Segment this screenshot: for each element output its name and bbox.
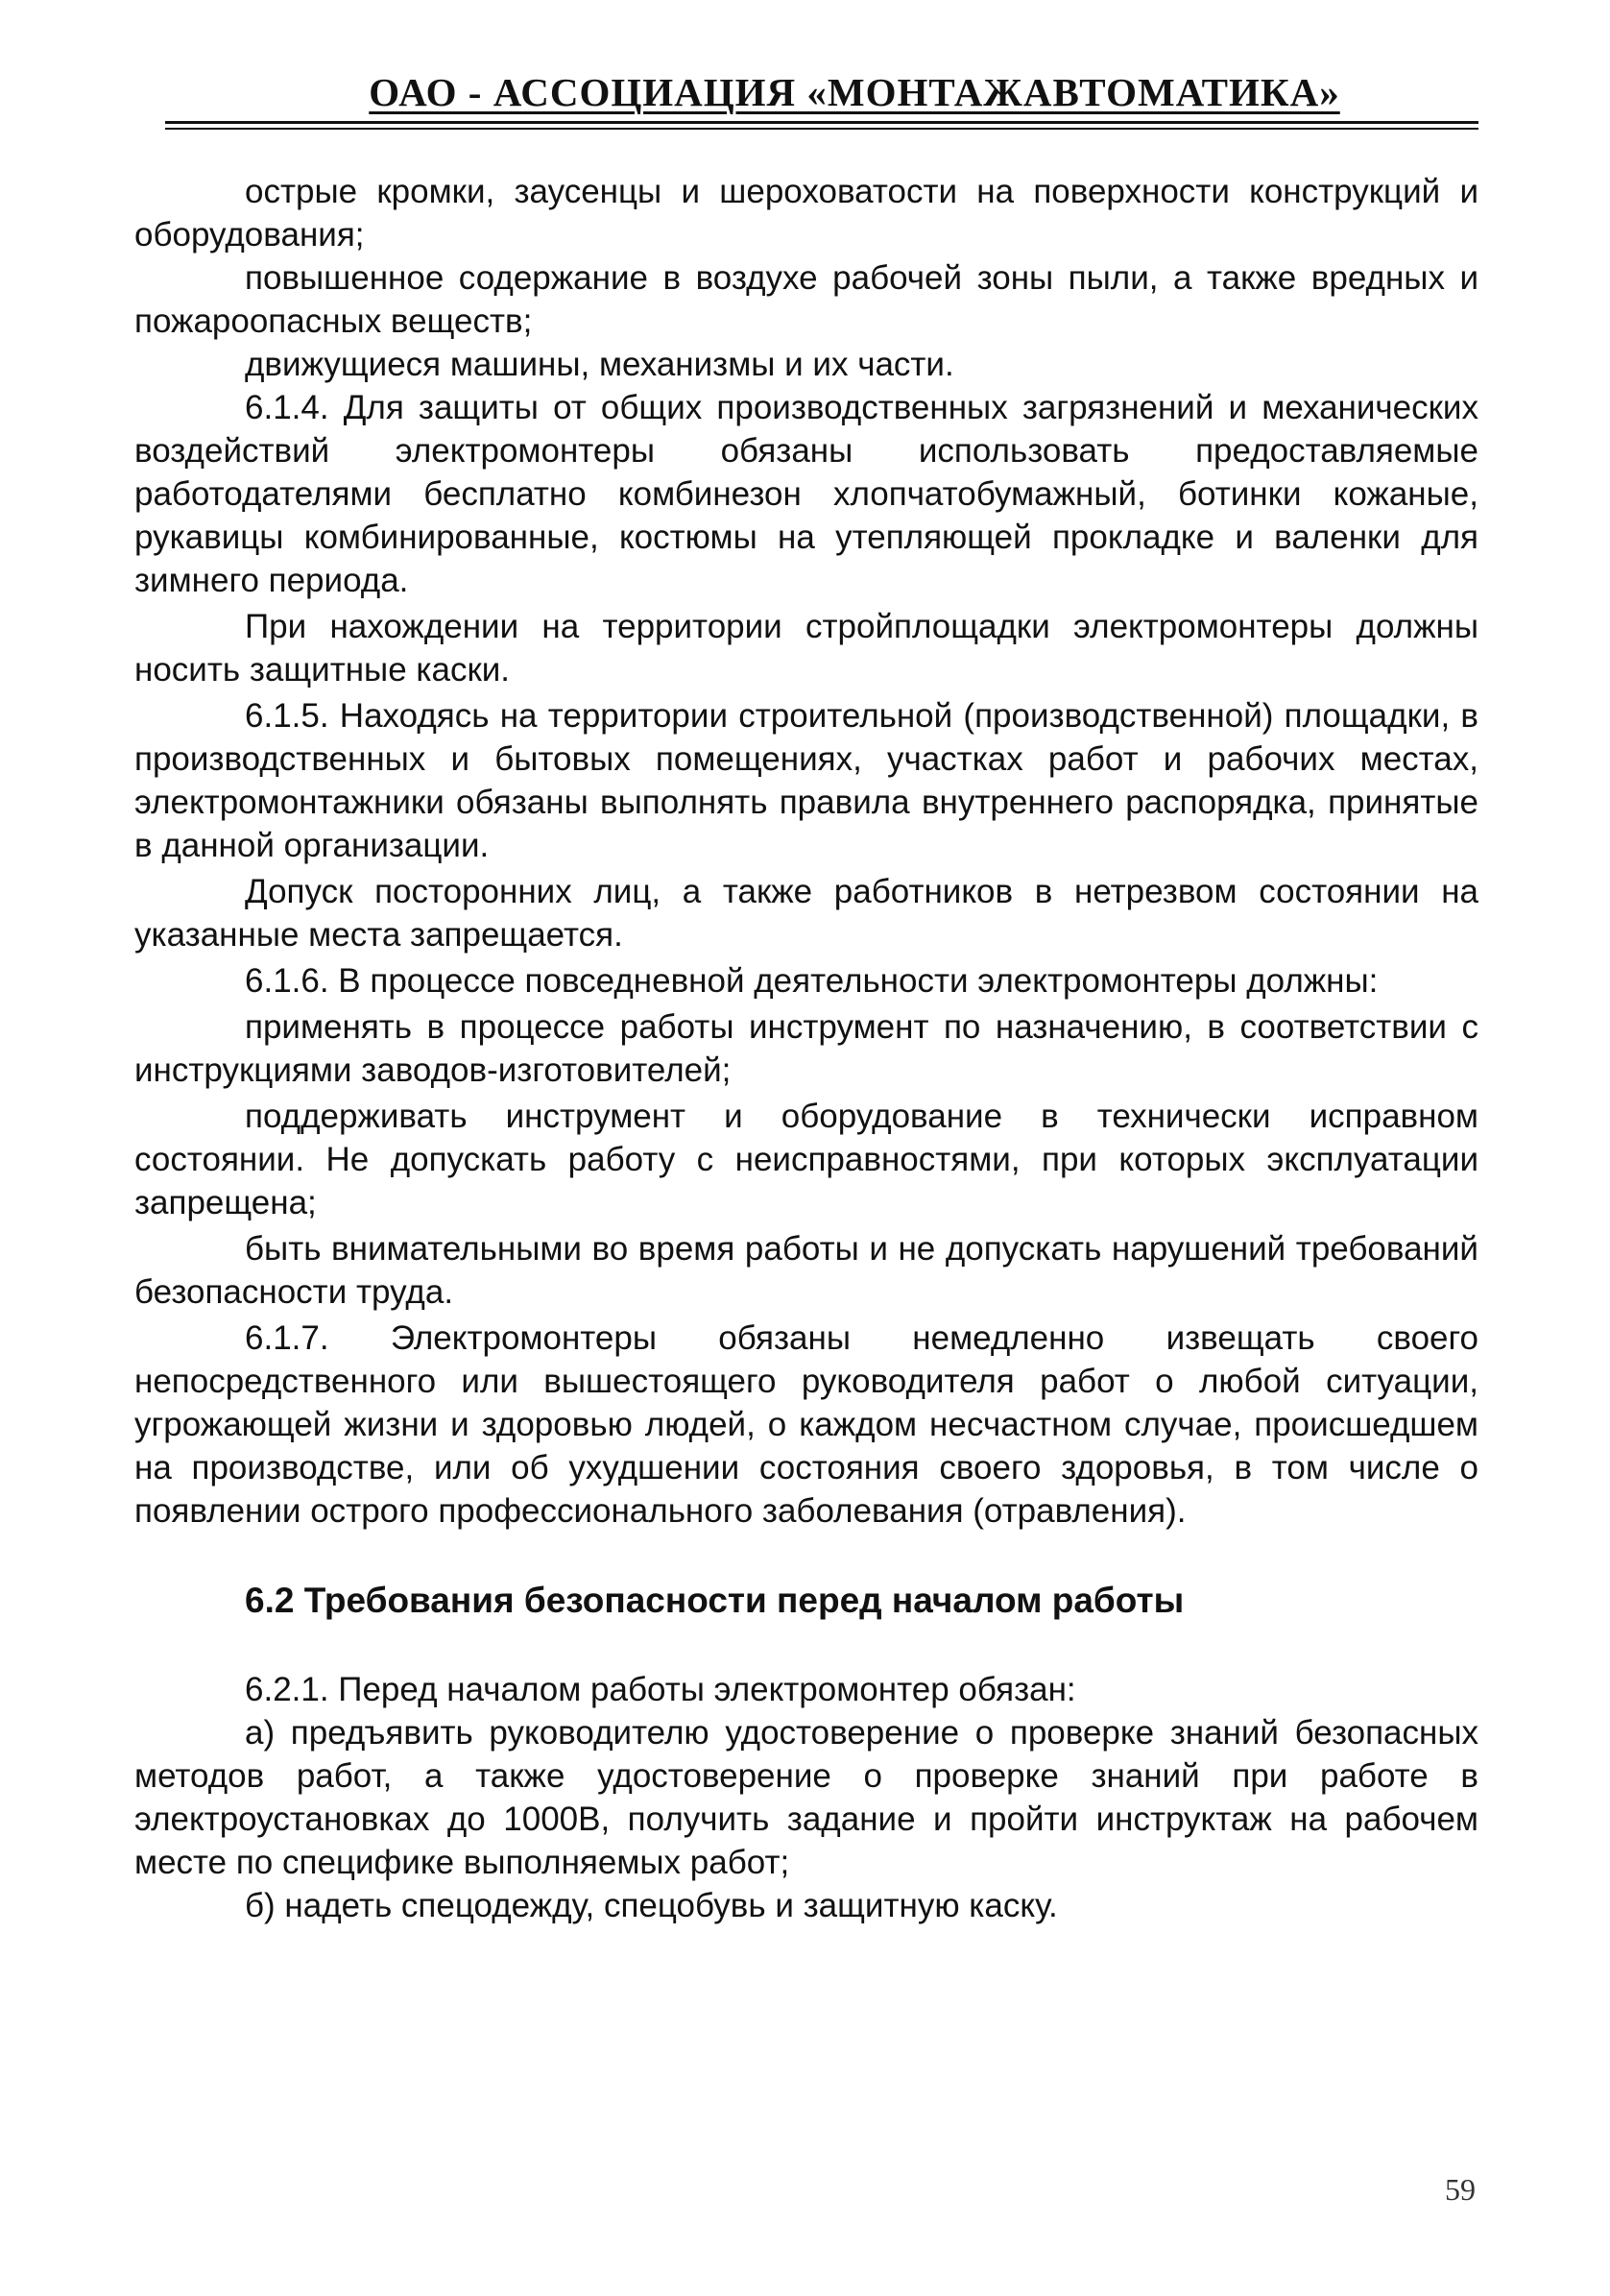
document-page [134,67,1478,1927]
paragraph: 6.1.7. Электромонтеры обязаны немедленно извещать своего непосредственного или вышестоящего руководителя работ о любой ситуации, угрожающей жизни и здоровью людей, о каждом несчастном случае, происшедшем на производстве, или об ухудшении состояния своего здоровья, в том числе о появлении острого профессионального заболевания (отравления). [134,1319,1478,1530]
paragraph: острые кромки, заусенцы и шероховатости на поверхности конструкций и оборудования; [134,173,1478,254]
paragraph: поддерживать инструмент и оборудование в технически исправном состоянии. Не допускать работу с неисправностями, при которых эксплуатации запрещена; [134,1098,1478,1221]
header-rule-thin [165,128,1478,130]
paragraph: применять в процессе работы инструмент по назначению, в соответствии с инструкциями заводов-изготовителей; [134,1008,1478,1089]
page-header [134,67,1478,117]
paragraph: повышенное содержание в воздухе рабочей зоны пыли, а также вредных и пожароопасных веществ; [134,259,1478,340]
paragraph: 6.1.6. В процессе повседневной деятельности электромонтеры должны: [245,962,1379,1000]
section-heading: 6.2 Требования безопасности перед началом работы [245,1581,1185,1620]
paragraph: б) надеть спецодежду, спецобувь и защитную каску. [245,1887,1058,1924]
paragraph: а) предъявить руководителю удостоверение о проверке знаний безопасных методов работ, а также удостоверение о проверке знаний при работе в электроустановках до 1000В, получить задание и пройти инструктаж на рабочем месте по специфике выполняемых работ; [134,1714,1478,1881]
paragraph: При нахождении на территории стройплощадки электромонтеры должны носить защитные каски. [134,608,1478,689]
header-title: ОАО - АССОЦИАЦИЯ «МОНТАЖАВТОМАТИКА» [369,70,1340,114]
page-number: 59 [1445,2172,1476,2207]
paragraph: движущиеся машины, механизмы и их части. [245,346,954,383]
paragraph: 6.2.1. Перед началом работы электромонтер обязан: [245,1671,1076,1708]
paragraph: 6.1.5. Находясь на территории строительной (производственной) площадки, в производственных и бытовых помещениях, участках работ и рабочих местах, электромонтажники обязаны выполнять правила внутреннего распорядка, принятые в данной организации. [134,697,1478,864]
paragraph: Допуск посторонних лиц, а также работников в нетрезвом состоянии на указанные места запрещается. [134,873,1478,954]
paragraph: быть внимательными во время работы и не допускать нарушений требований безопасности труда. [134,1230,1478,1311]
header-rule-thick [165,121,1478,124]
body-text [134,170,1478,1927]
paragraph: 6.1.4. Для защиты от общих производственных загрязнений и механических воздействий электромонтеры обязаны использовать предоставляемые работодателями бесплатно комбинезон хлопчатобумажный, ботинки кожаные, рукавицы комбинированные, костюмы на утепляющей прокладке и валенки для зимнего периода. [134,389,1478,599]
